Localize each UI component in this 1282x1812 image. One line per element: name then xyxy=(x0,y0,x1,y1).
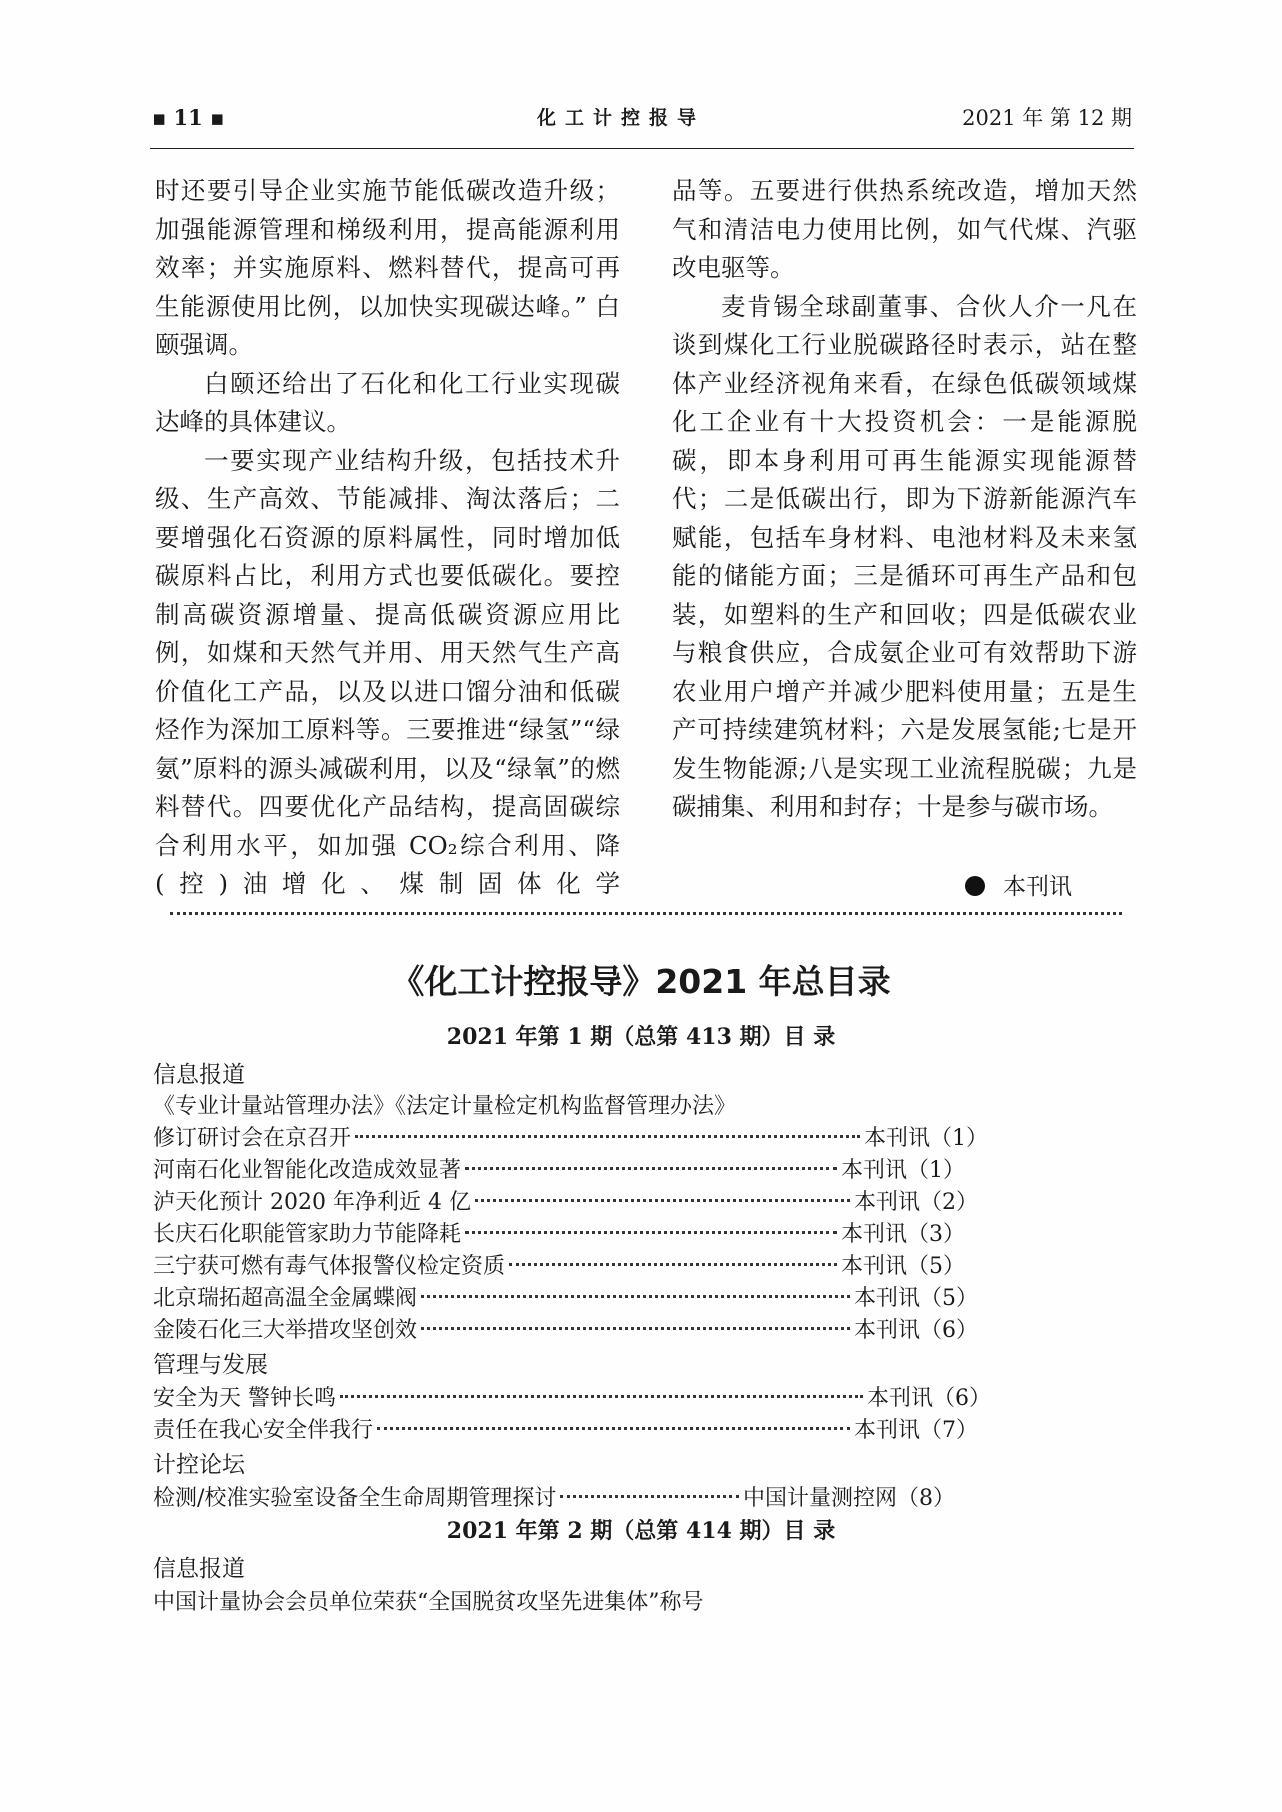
dot-leader xyxy=(421,1295,850,1298)
section-heading: 信息报道 xyxy=(153,1062,245,1088)
toc-entry-title: 金陵石化三大举措攻坚创效 xyxy=(153,1318,418,1343)
section-heading: 管理与发展 xyxy=(153,1352,268,1378)
toc-entry-title: 检测/校准实验室设备全生命周期管理探讨 xyxy=(153,1486,557,1511)
toc-entry xyxy=(153,1156,965,1186)
bullet-dot-icon xyxy=(965,876,985,896)
toc-entry xyxy=(153,1284,978,1314)
running-header xyxy=(152,104,1132,140)
toc-entry-title: 长庆石化职能管家助力节能降耗 xyxy=(153,1222,462,1247)
dot-leader xyxy=(465,1231,837,1234)
toc-entry-title: 安全为天 警钟长鸣 xyxy=(153,1386,336,1411)
dot-leader xyxy=(377,1427,850,1430)
toc-entry-text: 中国计量协会会员单位荣获“全国脱贫攻坚先进集体”称号 xyxy=(153,1590,704,1615)
dot-leader xyxy=(509,1263,837,1266)
header-rule xyxy=(150,148,1134,149)
paragraph: 白颐还给出了石化和化工行业实现碳达峰的具体建议。 xyxy=(155,368,620,436)
issue-heading: 2021 年第 2 期（总第 414 期）目 录 xyxy=(446,1518,836,1544)
page-number: ▪ 11 ▪ xyxy=(152,105,225,130)
toc-entry-source: 本刊讯（5） xyxy=(841,1254,965,1279)
toc-entry-title: 北京瑞拓超高温全金属蝶阀 xyxy=(153,1286,418,1311)
paragraph: 一要实现产业结构升级，包括技术升级、生产高效、节能减排、淘汰落后；二要增强化石资源的原料属性，同时增加低碳原料占比，利用方式也要低碳化。要控制高碳资源增量、提高低碳资源应用比例，如煤和天然气并用、用天然气生产高价值化工产品，以及以进口馏分油和低碳烃作为深加工原料等。三要推进“绿氢”“绿氨”原料的源头减碳利用，以及“绿氧”的燃料替代。四要优化产品结构，提高固碳综合利用水平，如加强 CO₂综合利用、降(控)油增化、煤制固体化学 xyxy=(155,445,620,898)
toc-entry-source: 本刊讯（6） xyxy=(854,1318,978,1343)
toc-entry-source: 本刊讯（6） xyxy=(867,1386,991,1411)
toc-entry-source: 本刊讯（5） xyxy=(854,1286,978,1311)
toc-entry-source: 本刊讯（2） xyxy=(854,1190,978,1215)
dot-leader xyxy=(465,1167,837,1170)
section-heading: 信息报道 xyxy=(153,1556,245,1582)
toc-entry-title: 责任在我心安全伴我行 xyxy=(153,1418,374,1443)
dot-leader xyxy=(560,1495,739,1498)
article-left-column xyxy=(155,172,620,904)
toc-entry-title: 修订研讨会在京召开 xyxy=(153,1126,352,1151)
toc-entry-text: 《专业计量站管理办法》《法定计量检定机构监督管理办法》 xyxy=(153,1094,737,1119)
toc-entry xyxy=(153,1416,978,1446)
paragraph: 时还要引导企业实施节能低碳改造升级；加强能源管理和梯级利用，提高能源利用效率；并实施原料、燃料替代，提高可再生能源使用比例，以加快实现碳达峰。” 白颐强调。 xyxy=(155,176,620,359)
toc-entry-title: 三宁获可燃有毒气体报警仪检定资质 xyxy=(153,1254,506,1279)
toc-entry xyxy=(153,1484,955,1514)
dot-leader xyxy=(421,1327,850,1330)
journal-name: 化工计控报导 xyxy=(537,107,706,129)
toc-entry-source: 本刊讯（1） xyxy=(864,1126,988,1151)
toc-entry-source: 本刊讯（3） xyxy=(841,1222,965,1247)
issue-heading: 2021 年第 1 期（总第 413 期）目 录 xyxy=(446,1024,836,1050)
toc-entry xyxy=(153,1124,988,1154)
article-right-column xyxy=(672,172,1137,827)
toc-entry xyxy=(153,1220,965,1250)
issue-label: 2021 年 第 12 期 xyxy=(962,106,1132,130)
toc-entry-title: 泸天化预计 2020 年净利近 4 亿 xyxy=(153,1190,471,1215)
toc-title: 《化工计控报导》2021 年总目录 xyxy=(391,962,891,1001)
dot-leader xyxy=(340,1395,863,1398)
toc-entry-title: 河南石化业智能化改造成效显著 xyxy=(153,1158,462,1183)
toc-entry xyxy=(153,1384,991,1414)
signature-text: 本刊讯 xyxy=(1003,874,1072,900)
dot-leader xyxy=(475,1199,850,1202)
article-signature xyxy=(965,872,1072,902)
toc-entry xyxy=(153,1188,978,1218)
paragraph: 品等。五要进行供热系统改造，增加天然气和清洁电力使用比例，如气代煤、汽驱改电驱等。 xyxy=(672,176,1137,282)
section-divider xyxy=(170,912,1122,915)
toc-entry-source: 本刊讯（7） xyxy=(854,1418,978,1443)
section-heading: 计控论坛 xyxy=(153,1452,245,1478)
toc-entry-source: 中国计量测控网（8） xyxy=(743,1486,955,1511)
toc-entry-source: 本刊讯（1） xyxy=(841,1158,965,1183)
dot-leader xyxy=(355,1135,860,1138)
paragraph: 麦肯锡全球副董事、合伙人介一凡在谈到煤化工行业脱碳路径时表示，站在整体产业经济视角来看，在绿色低碳领域煤化工企业有十大投资机会：一是能源脱碳，即本身利用可再生能源实现能源替代；二是低碳出行，即为下游新能源汽车赋能，包括车身材料、电池材料及未来氢能的储能方面；三是循环可再生产品和包装，如塑料的生产和回收；四是低碳农业与粮食供应，合成氨企业可有效帮助下游农业用户增产并减少肥料使用量；五是生产可持续建筑材料；六是发展氢能;七是开发生物能源;八是实现工业流程脱碳；九是碳捕集、利用和封存；十是参与碳市场。 xyxy=(672,291,1137,821)
toc-entry xyxy=(153,1316,978,1346)
toc-entry xyxy=(153,1252,965,1282)
